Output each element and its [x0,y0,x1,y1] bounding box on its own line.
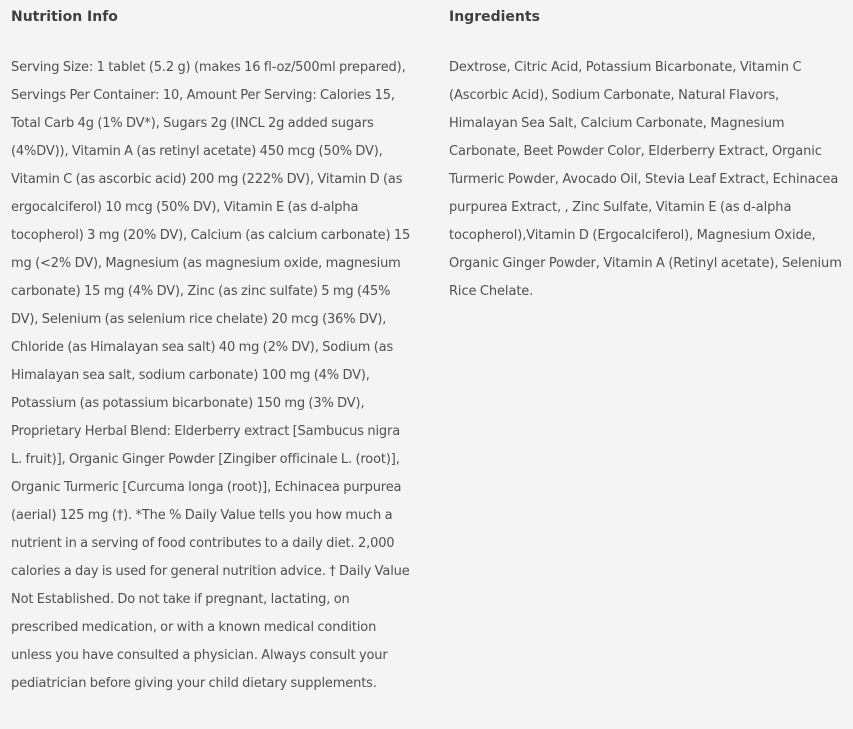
ingredients-text: Dextrose, Citric Acid, Potassium Bicarbonate, Vitamin C (Ascorbic Acid), Sodium Carbonate, Natural Flavors, Himalayan Sea Salt, Calcium Carbonate, Magnesium Carbonate, Beet Powder Color, Elderberry Extract, Organic Turmeric Powder, Avocado Oil, Stevia Leaf Extract, Echinacea purpurea Extract, , Zinc Sulfate, Vitamin E (as d-alpha tocopherol),Vitamin D (Ergocalciferol), Magnesium Oxide, Organic Ginger Powder, Vitamin A (Retinyl acetate), Selenium Rice Chelate. [449,60,842,299]
nutrition-info-heading: Nutrition Info [11,9,118,25]
ingredients-heading: Ingredients [449,9,540,25]
nutrition-info-section [11,0,413,698]
nutrition-info-text: Serving Size: 1 tablet (5.2 g) (makes 16 fl-oz/500ml prepared), Servings Per Container: 10, Amount Per Serving: Calories 15, Total Carb 4g (1% DV*), Sugars 2g (INCL 2g added sugars (4%DV)), Vitamin A (as retinyl acetate) 450 mcg (50% DV), Vitamin C (as ascorbic acid) 200 mg (222% DV), Vitamin D (as ergocalciferol) 10 mcg (50% DV), Vitamin E (as d-alpha tocopherol) 3 mg (20% DV), Calcium (as calcium carbonate) 15 mg (<2% DV), Magnesium (as magnesium oxide, magnesium carbonate) 15 mg (4% DV), Zinc (as zinc sulfate) 5 mg (45% DV), Selenium (as selenium rice chelate) 20 mcg (36% DV), Chloride (as Himalayan sea salt) 40 mg (2% DV), Sodium (as Himalayan sea salt, sodium carbonate) 100 mg (4% DV), Potassium (as potassium bicarbonate) 150 mg (3% DV), Proprietary Herbal Blend: Elderberry extract [Sambucus nigra L. fruit)], Organic Ginger Powder [Zingiber officinale L. (root)], Organic Turmeric [Curcuma longa (root)], Echinacea purpurea (aerial) 125 mg (†). *The % Daily Value tells you how much a nutrient in a serving of food contributes to a daily diet. 2,000 calories a day is used for general nutrition advice. † Daily Value Not Established. Do not take if pregnant, lactating, on prescribed medication, or with a known medical condition unless you have consulted a physician. Always consult your pediatrician before giving your child dietary supplements. [11,60,411,691]
ingredients-section [449,0,847,306]
